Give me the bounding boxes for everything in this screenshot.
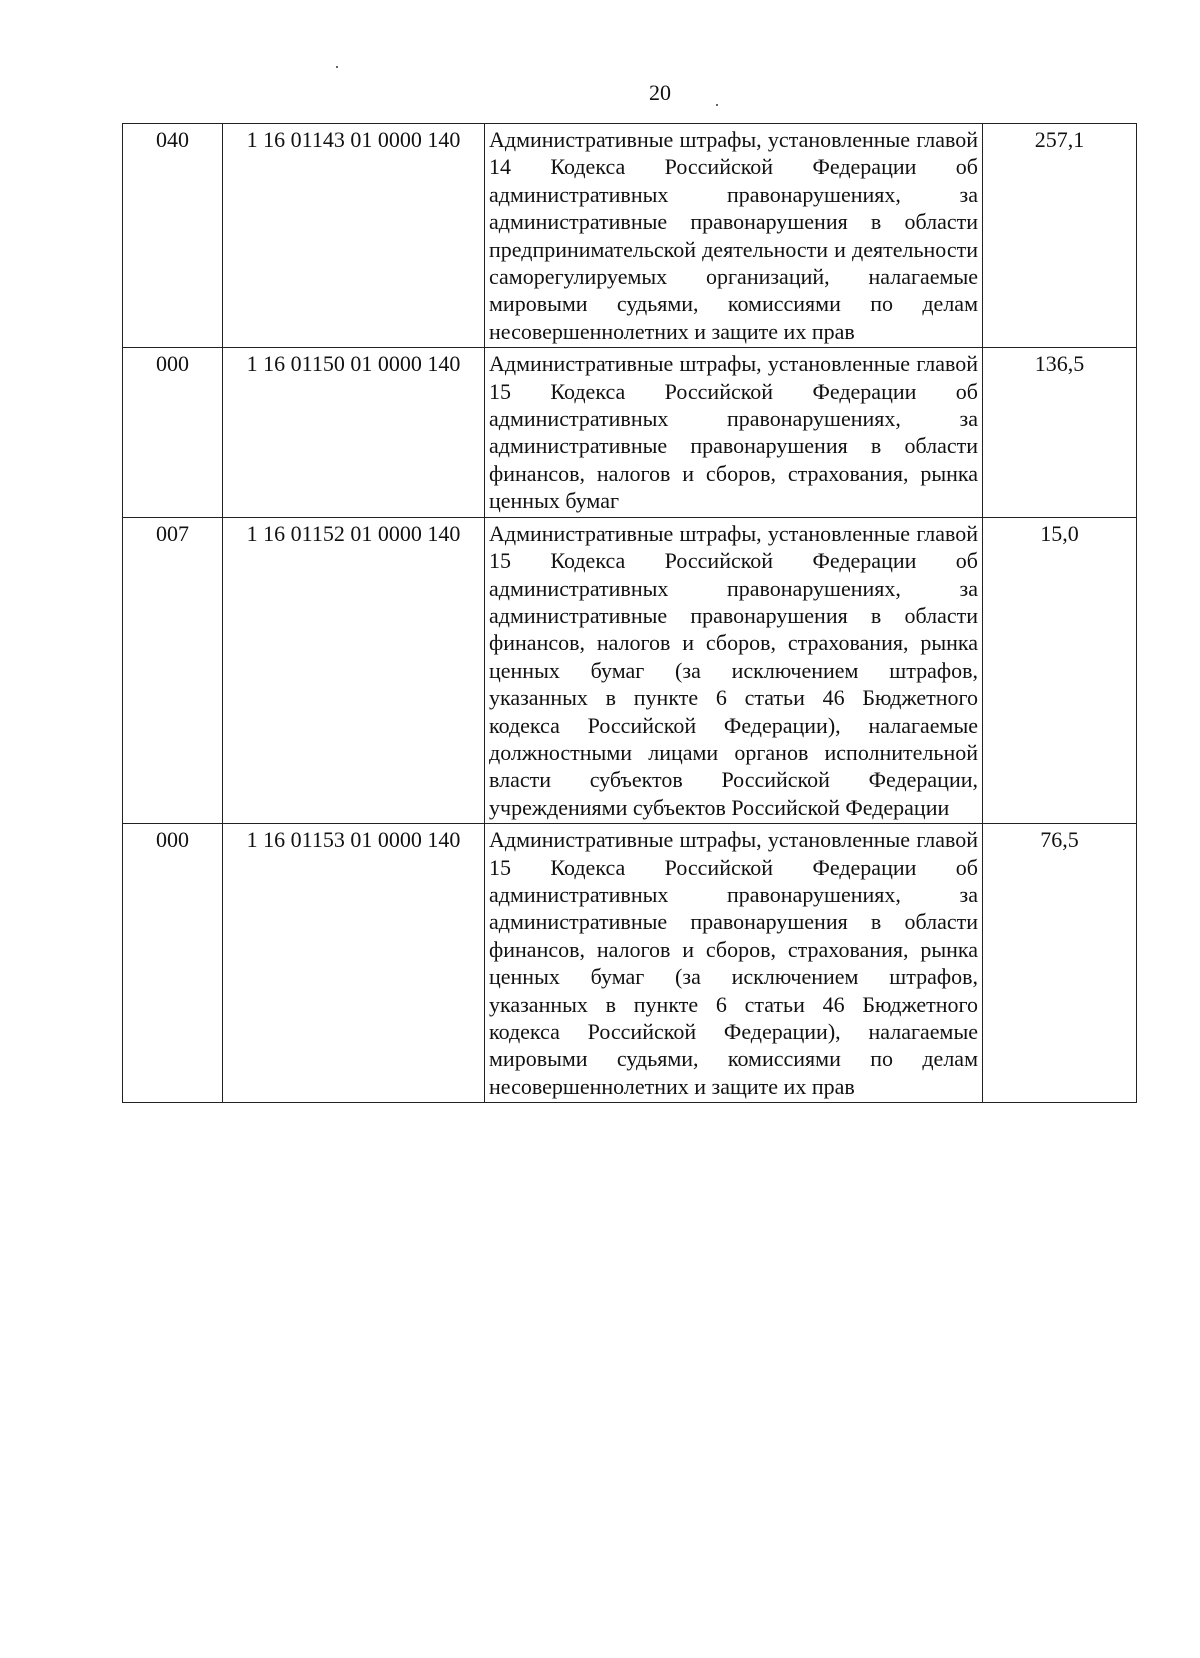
page-number: 20: [649, 80, 671, 105]
description-cell: Административные штрафы, установленные главой 15 Кодекса Российской Федерации об административных правонарушениях, за административные правонарушения в области финансов, налогов и сборов, страхования, рынка ценных бумаг: [485, 348, 983, 517]
description-cell: Административные штрафы, установленные главой 15 Кодекса Российской Федерации об административных правонарушениях, за административные правонарушения в области финансов, налогов и сборов, страхования, рынка ценных бумаг (за исключением штрафов, указанных в пункте 6 статьи 46 Бюджетного кодекса Российской Федерации), налагаемые мировыми судьями, комиссиями по делам несовершеннолетних и защите их прав: [485, 824, 983, 1103]
table-row: [123, 824, 1137, 1103]
budget-code-cell: 1 16 01153 01 0000 140: [223, 824, 485, 1103]
table-row: [123, 517, 1137, 823]
budget-code-cell: 1 16 01143 01 0000 140: [223, 124, 485, 348]
description-cell: Административные штрафы, установленные главой 14 Кодекса Российской Федерации об административных правонарушениях, за административные правонарушения в области предпринимательской деятельности и деятельности саморегулируемых организаций, налагаемые мировыми судьями, комиссиями по делам несовершеннолетних и защите их прав: [485, 124, 983, 348]
amount-cell: 76,5: [983, 824, 1137, 1103]
table-row: [123, 124, 1137, 348]
amount-cell: 136,5: [983, 348, 1137, 517]
amount-cell: 257,1: [983, 124, 1137, 348]
scan-speck: [716, 104, 718, 106]
table-row: [123, 348, 1137, 517]
budget-code-cell: 1 16 01152 01 0000 140: [223, 517, 485, 823]
admin-code-cell: 007: [123, 517, 223, 823]
amount-cell: 15,0: [983, 517, 1137, 823]
admin-code-cell: 000: [123, 824, 223, 1103]
admin-code-cell: 000: [123, 348, 223, 517]
revenue-table: [122, 123, 1137, 1103]
admin-code-cell: 040: [123, 124, 223, 348]
description-cell: Административные штрафы, установленные главой 15 Кодекса Российской Федерации об административных правонарушениях, за административные правонарушения в области финансов, налогов и сборов, страхования, рынка ценных бумаг (за исключением штрафов, указанных в пункте 6 статьи 46 Бюджетного кодекса Российской Федерации), налагаемые должностными лицами органов исполнительной власти субъектов Российской Федерации, учреждениями субъектов Российской Федерации: [485, 517, 983, 823]
budget-code-cell: 1 16 01150 01 0000 140: [223, 348, 485, 517]
scan-speck: [336, 66, 338, 68]
